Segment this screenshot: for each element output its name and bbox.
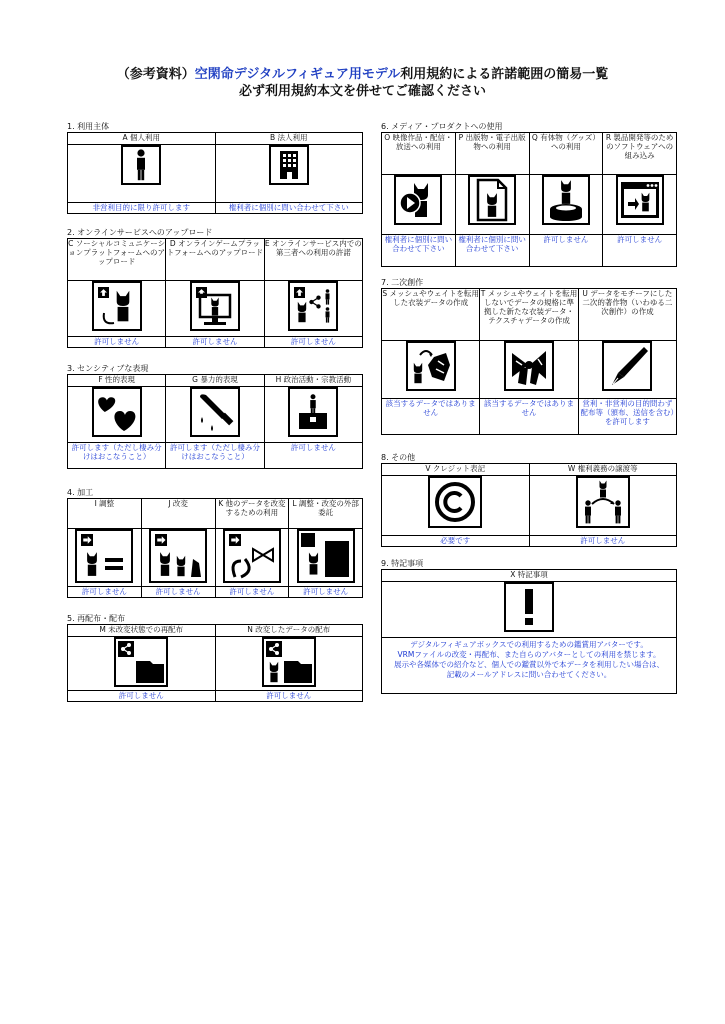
section-title: 5. 再配布・配布 — [67, 614, 126, 623]
col-status: 許可します（ただし棲み分けはおこなうこと） — [166, 443, 264, 469]
license-table — [381, 463, 677, 547]
title-model-name: 空閑命デジタルフィギュア用モデル — [194, 67, 401, 82]
col-status: 許可しません — [603, 235, 677, 267]
document-title — [0, 66, 725, 100]
col-status: 許可します（ただし棲み分けはおこなうこと） — [68, 443, 166, 469]
col-status: 必要です — [382, 536, 530, 547]
col-header: R 製品開発等のためのソフトウェアへの組み込み — [603, 133, 677, 175]
section-title: 6. メディア・プロダクトへの使用 — [381, 122, 503, 131]
col-header: M 未改変状態での再配布 — [68, 625, 216, 637]
license-table — [381, 132, 677, 267]
building-icon — [269, 145, 309, 185]
costume-cat-icon — [406, 341, 456, 391]
cell-icon — [382, 341, 480, 399]
col-status: 許可しません — [68, 691, 216, 702]
share-cat-icon — [288, 281, 338, 331]
col-status: 許可しません — [529, 235, 603, 267]
col-status: 非営利目的に限り許可します — [68, 203, 216, 214]
section-derivative-works — [381, 277, 677, 435]
col-status: 該当するデータではありません — [382, 399, 480, 435]
col-header: Q 有体物（グッズ）への利用 — [529, 133, 603, 175]
col-header: W 権利義務の譲渡等 — [529, 464, 677, 476]
cell-icon — [382, 582, 677, 638]
copyright-icon — [428, 476, 482, 528]
cell-icon — [68, 529, 142, 587]
cell-icon — [166, 281, 264, 337]
col-header: N 改変したデータの配布 — [215, 625, 363, 637]
section-title: 8. その他 — [381, 453, 416, 462]
license-table — [67, 238, 363, 348]
license-table — [381, 569, 677, 694]
col-header: P 出版物・電子出版物への利用 — [455, 133, 529, 175]
cell-icon — [264, 281, 362, 337]
col-header: V クレジット表記 — [382, 464, 530, 476]
software-window-icon — [616, 175, 664, 225]
note-line: VRMファイルの改変・再配布、また自らのアバターとしての利用を禁じます。 — [397, 650, 661, 659]
monitor-cat-icon — [190, 281, 240, 331]
col-status: 該当するデータではありません — [480, 399, 578, 435]
cell-icon — [166, 387, 264, 443]
col-header: U データをモチーフにした二次的著作物（いわゆる二次創作）の作成 — [578, 289, 676, 341]
cell-icon — [455, 175, 529, 235]
license-table — [381, 288, 677, 435]
fountain-pen-icon — [602, 341, 652, 391]
cell-icon — [215, 637, 363, 691]
note-line: 記載のメールアドレスに問い合わせてください。 — [446, 670, 612, 679]
section-usage-subject — [67, 121, 363, 214]
col-header: S メッシュやウェイトを転用した衣装データの作成 — [382, 289, 480, 341]
col-header: T メッシュやウェイトを転用しないでデータの規格に準拠した新たな衣装データ・テクスチャデータの作成 — [480, 289, 578, 341]
modify-cats-icon — [149, 529, 207, 583]
license-table — [67, 132, 363, 214]
section-title: 3. センシティブな表現 — [67, 364, 149, 373]
section-sensitive-expression — [67, 363, 363, 469]
col-status: 許可しません — [68, 337, 166, 348]
title-suffix: 利用規約による許諾範囲の簡易一覧 — [400, 67, 609, 82]
figure-base-icon — [542, 175, 590, 225]
col-status: 許可しません — [289, 587, 363, 598]
col-status: 許可しません — [264, 337, 362, 348]
col-header: L 調整・改変の外部委託 — [289, 499, 363, 529]
podium-speaker-icon — [288, 387, 338, 437]
cell-icon — [289, 529, 363, 587]
col-header: H 政治活動・宗教活動 — [264, 375, 362, 387]
col-status: 権利者に個別に問い合わせて下さい — [215, 203, 363, 214]
hearts-icon — [92, 387, 142, 437]
col-status: 権利者に個別に問い合わせて下さい — [455, 235, 529, 267]
col-header: B 法人利用 — [215, 133, 363, 145]
cell-icon — [68, 387, 166, 443]
cell-icon — [68, 637, 216, 691]
upload-cat-icon — [92, 281, 142, 331]
section-special-notes — [381, 558, 677, 694]
cell-icon — [529, 175, 603, 235]
bow-cat-icon — [223, 529, 281, 583]
section-title: 2. オンラインサービスへのアップロード — [67, 228, 213, 237]
col-header: F 性的表現 — [68, 375, 166, 387]
col-header: O 映像作品・配信・放送への利用 — [382, 133, 456, 175]
section-title: 9. 特記事項 — [381, 559, 424, 568]
title-line — [0, 66, 725, 83]
section-online-upload — [67, 227, 363, 348]
cell-icon — [480, 341, 578, 399]
license-table — [67, 498, 363, 598]
title-prefix: （参考資料） — [116, 67, 195, 82]
note-line: デジタルフィギュアボックスでの利用するための鑑賞用アバターです。 — [410, 640, 648, 649]
section-title: 1. 利用主体 — [67, 122, 110, 131]
col-status: 許可しません — [215, 691, 363, 702]
document-cat-icon — [468, 175, 516, 225]
section-processing — [67, 487, 363, 598]
col-header: I 調整 — [68, 499, 142, 529]
cell-icon — [68, 145, 216, 203]
section-redistribution — [67, 613, 363, 702]
col-status: 許可しません — [166, 337, 264, 348]
outsource-icon — [297, 529, 355, 583]
exclamation-icon — [504, 582, 554, 632]
license-table — [67, 624, 363, 702]
col-header: C ソーシャルコミュニケーションプラットフォームへのアップロード — [68, 239, 166, 281]
adjust-equal-icon — [75, 529, 133, 583]
cell-icon — [215, 529, 289, 587]
folder-share-icon — [114, 637, 168, 687]
col-status: 許可しません — [264, 443, 362, 469]
section-title: 4. 加工 — [67, 488, 94, 497]
person-icon — [121, 145, 161, 185]
cell-icon — [264, 387, 362, 443]
col-header: X 特記事項 — [382, 570, 677, 582]
col-header: G 暴力的表現 — [166, 375, 264, 387]
section-title: 7. 二次創作 — [381, 278, 424, 287]
col-status: 権利者に個別に問い合わせて下さい — [382, 235, 456, 267]
col-header: K 他のデータを改変するための利用 — [215, 499, 289, 529]
special-notes-text — [382, 638, 677, 694]
bow-texture-icon — [504, 341, 554, 391]
col-status: 許可しません — [529, 536, 677, 547]
col-status: 許可しません — [68, 587, 142, 598]
cell-icon — [215, 145, 363, 203]
cell-icon — [578, 341, 676, 399]
col-status: 営利・非営利の目的問わず配布等（頒布、送信を含む）を許可します — [578, 399, 676, 435]
section-media-products — [381, 121, 677, 267]
col-status: 許可しません — [141, 587, 215, 598]
cell-icon — [382, 175, 456, 235]
col-header: A 個人利用 — [68, 133, 216, 145]
cell-icon — [603, 175, 677, 235]
cell-icon — [141, 529, 215, 587]
cell-icon — [382, 476, 530, 536]
video-cat-icon — [394, 175, 442, 225]
subtitle: 必ず利用規約本文を併せてご確認ください — [238, 84, 486, 99]
col-status: 許可しません — [215, 587, 289, 598]
bloody-knife-icon — [190, 387, 240, 437]
section-other — [381, 452, 677, 547]
folder-share-modified-icon — [262, 637, 316, 687]
col-header: E オンラインサービス内での第三者への利用の許諾 — [264, 239, 362, 281]
transfer-icon — [576, 476, 630, 528]
col-header: D オンラインゲームプラットフォームへのアップロード — [166, 239, 264, 281]
col-header: J 改変 — [141, 499, 215, 529]
license-table — [67, 374, 363, 469]
cell-icon — [529, 476, 677, 536]
cell-icon — [68, 281, 166, 337]
note-line: 展示や各媒体での紹介など、個人での鑑賞以外で本データを利用したい場合は、 — [394, 660, 664, 669]
